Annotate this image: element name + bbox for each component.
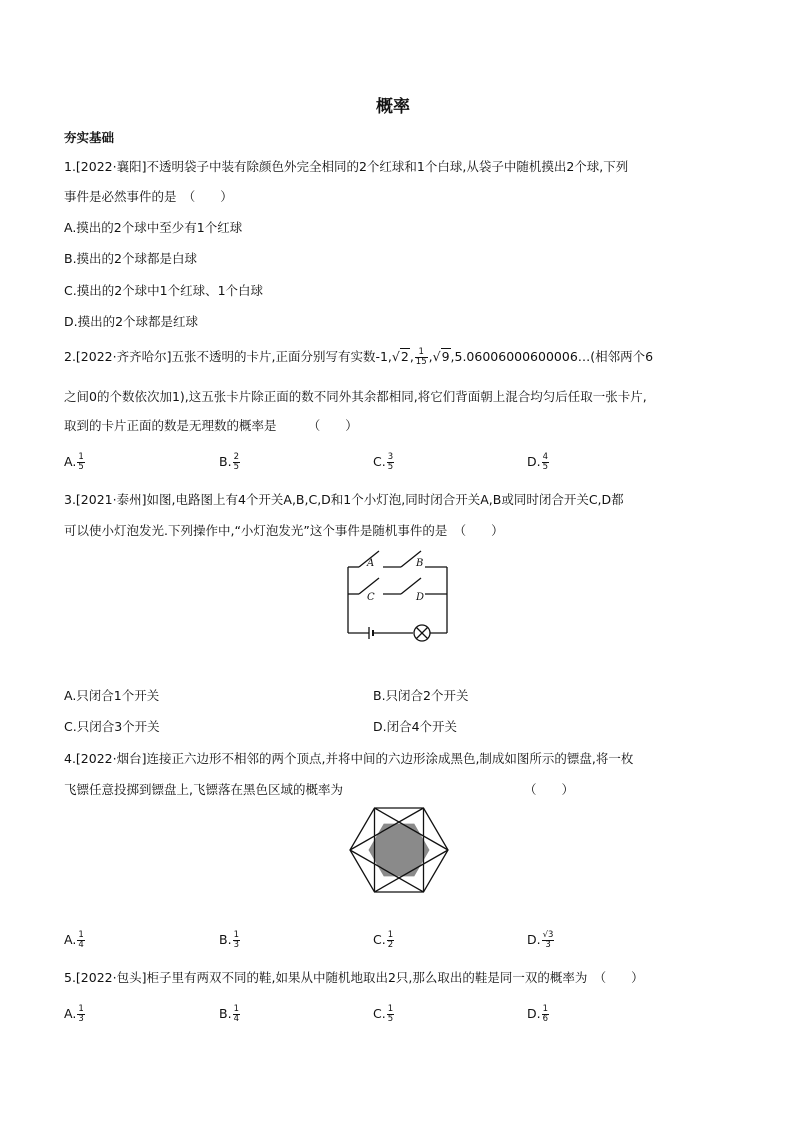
q2-line1: 2.[2022·齐齐哈尔]五张不透明的卡片,正面分别写有实数-1,√2, $\frac{1}{15}$ ,√9,5.06006000600006…(相邻两个6 <box>64 347 654 367</box>
q1-option-c: C.摸出的2个球中1个红球、1个白球 <box>64 283 264 298</box>
q2-line1-post: ,5.06006000600006…(相邻两个6 <box>450 349 654 364</box>
q2-option-d: D. $\frac{4}{5}$ <box>527 452 549 472</box>
hexagon-dartboard <box>347 806 451 898</box>
switch-label-d: D <box>416 592 425 603</box>
switch-label-c: C <box>367 592 375 603</box>
q1-option-b: B.摸出的2个球都是白球 <box>64 251 198 266</box>
q3-option-a: A.只闭合1个开关 <box>64 688 160 703</box>
q3-line2: 可以使小灯泡发光.下列操作中,“小灯泡发光”这个事件是随机事件的是 （ ） <box>64 523 504 538</box>
switch-label-a: A <box>367 558 375 569</box>
q2-line3: 取到的卡片正面的数是无理数的概率是 （ ） <box>64 418 358 433</box>
q5-option-a: A. $\frac{1}{3}$ <box>64 1004 84 1024</box>
sqrt-2: √2 <box>391 349 409 364</box>
fraction-1-15: $\frac{1}{15}$ <box>415 347 427 367</box>
q5-option-c: C. $\frac{1}{5}$ <box>373 1004 394 1024</box>
q5-line1: 5.[2022·包头]柜子里有两双不同的鞋,如果从中随机地取出2只,那么取出的鞋是同一双的概率为 （ ） <box>64 970 644 985</box>
q4-option-b: B. $\frac{1}{3}$ <box>219 930 239 950</box>
page-title: 概率 <box>376 97 410 117</box>
section-heading: 夯实基础 <box>64 130 115 145</box>
q1-line1: 1.[2022·襄阳]不透明袋子中装有除颜色外完全相同的2个红球和1个白球,从袋子中随机摸出2个球,下列 <box>64 159 629 174</box>
circuit-diagram <box>345 547 455 642</box>
q1-line2: 事件是必然事件的是 （ ） <box>64 189 233 204</box>
q3-option-d: D.闭合4个开关 <box>373 719 458 734</box>
q4-line2: 飞镖任意投掷到镖盘上,飞镖落在黑色区域的概率为 <box>64 782 343 797</box>
q3-line1: 3.[2021·泰州]如图,电路图上有4个开关A,B,C,D和1个小灯泡,同时闭合开关A,B或同时闭合开关C,D都 <box>64 492 624 507</box>
q1-option-d: D.摸出的2个球都是红球 <box>64 314 199 329</box>
q4-answer-paren: （ ） <box>524 782 575 797</box>
q2-line1-pre: 2.[2022·齐齐哈尔]五张不透明的卡片,正面分别写有实数-1, <box>64 349 392 364</box>
q3-option-b: B.只闭合2个开关 <box>373 688 469 703</box>
q5-option-b: B. $\frac{1}{4}$ <box>219 1004 239 1024</box>
q2-line2: 之间0的个数依次加1),这五张卡片除正面的数不同外其余都相同,将它们背面朝上混合均匀后任取一张卡片, <box>64 389 647 404</box>
q2-option-c: C. $\frac{3}{5}$ <box>373 452 394 472</box>
q3-option-c: C.只闭合3个开关 <box>64 719 160 734</box>
q4-option-a: A. $\frac{1}{4}$ <box>64 930 84 950</box>
switch-label-b: B <box>416 558 424 569</box>
q4-line1: 4.[2022·烟台]连接正六边形不相邻的两个顶点,并将中间的六边形涂成黑色,制成如图所示的镖盘,将一枚 <box>64 751 634 766</box>
q4-option-d: D. $\frac{√3}{3}$ <box>527 930 554 950</box>
q2-option-a: A. $\frac{1}{5}$ <box>64 452 84 472</box>
q5-option-d: D. $\frac{1}{6}$ <box>527 1004 549 1024</box>
q1-option-a: A.摸出的2个球中至少有1个红球 <box>64 220 243 235</box>
q4-option-c: C. $\frac{1}{2}$ <box>373 930 394 950</box>
shaded-inner-hexagon <box>369 824 430 877</box>
q2-option-b: B. $\frac{2}{5}$ <box>219 452 239 472</box>
sqrt-9: √9 <box>432 349 450 364</box>
